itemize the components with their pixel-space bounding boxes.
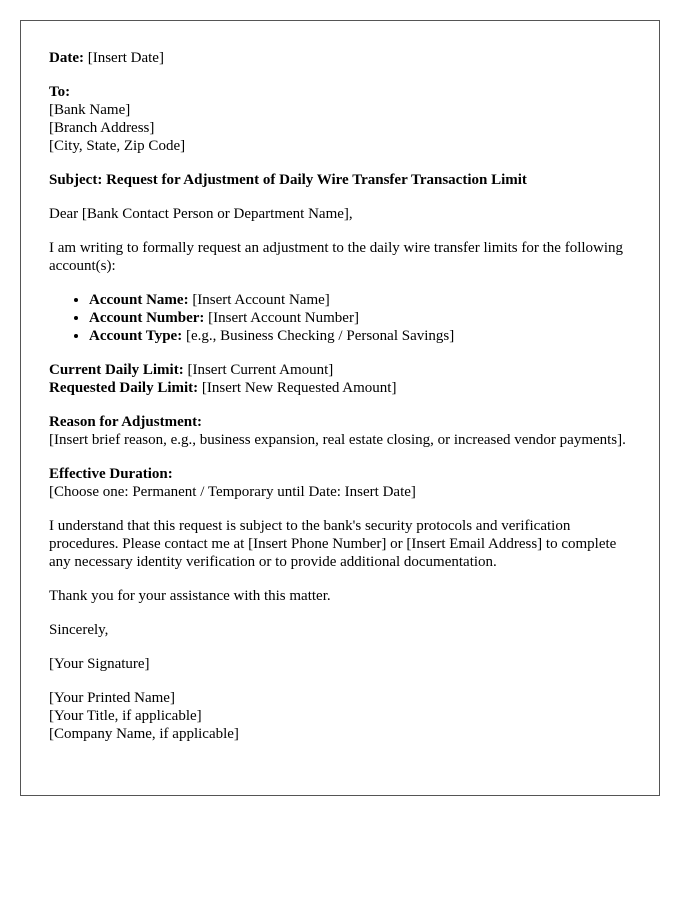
to-label: To:: [49, 84, 71, 100]
letter-page: [20, 20, 660, 796]
date-label: Date:: [49, 50, 84, 66]
current-limit-value: [Insert Current Amount]: [187, 362, 334, 378]
thanks-line: Thank you for your assistance with this matter.: [49, 588, 331, 604]
account-name-label: Account Name:: [89, 292, 189, 308]
current-limit-label: Current Daily Limit:: [49, 362, 184, 378]
subject-line: Subject: Request for Adjustment of Daily Wire Transfer Transaction Limit: [49, 172, 527, 188]
account-number-value: [Insert Account Number]: [208, 310, 359, 326]
reason-label: Reason for Adjustment:: [49, 414, 203, 430]
duration-block: [49, 465, 631, 501]
closing-line: Sincerely,: [49, 622, 109, 638]
printed-name: [Your Printed Name]: [49, 690, 175, 706]
date-line: [49, 49, 631, 67]
branch-address: [Branch Address]: [49, 120, 155, 136]
account-details-list: [49, 291, 631, 345]
intro-paragraph: I am writing to formally request an adjustment to the daily wire transfer limits for the following account(s):: [49, 240, 624, 274]
requested-limit-value: [Insert New Requested Amount]: [201, 380, 397, 396]
date-value: [Insert Date]: [87, 50, 164, 66]
list-item: [89, 291, 631, 309]
duration-label: Effective Duration:: [49, 466, 173, 482]
recipient-block: [49, 83, 631, 155]
account-name-value: [Insert Account Name]: [192, 292, 330, 308]
sender-block: [49, 689, 631, 743]
list-item: [89, 309, 631, 327]
list-item: [89, 327, 631, 345]
sender-title: [Your Title, if applicable]: [49, 708, 202, 724]
reason-block: [49, 413, 631, 449]
signature-line: [Your Signature]: [49, 656, 150, 672]
bank-name: [Bank Name]: [49, 102, 131, 118]
duration-value: [Choose one: Permanent / Temporary until Date: Insert Date]: [49, 484, 416, 500]
account-number-label: Account Number:: [89, 310, 205, 326]
limits-block: [49, 361, 631, 397]
city-state-zip: [City, State, Zip Code]: [49, 138, 186, 154]
salutation: Dear [Bank Contact Person or Department Name],: [49, 206, 353, 222]
security-paragraph: I understand that this request is subject to the bank's security protocols and verification procedures. Please contact me at [Insert Phone Number] or [Insert Email Address] to complete any necessary identity verification or to provide additional documentation.: [49, 518, 617, 570]
company-name: [Company Name, if applicable]: [49, 726, 239, 742]
account-type-label: Account Type:: [89, 328, 183, 344]
account-type-value: [e.g., Business Checking / Personal Savings]: [185, 328, 455, 344]
reason-value: [Insert brief reason, e.g., business expansion, real estate closing, or increased vendor payments].: [49, 432, 626, 448]
requested-limit-label: Requested Daily Limit:: [49, 380, 199, 396]
